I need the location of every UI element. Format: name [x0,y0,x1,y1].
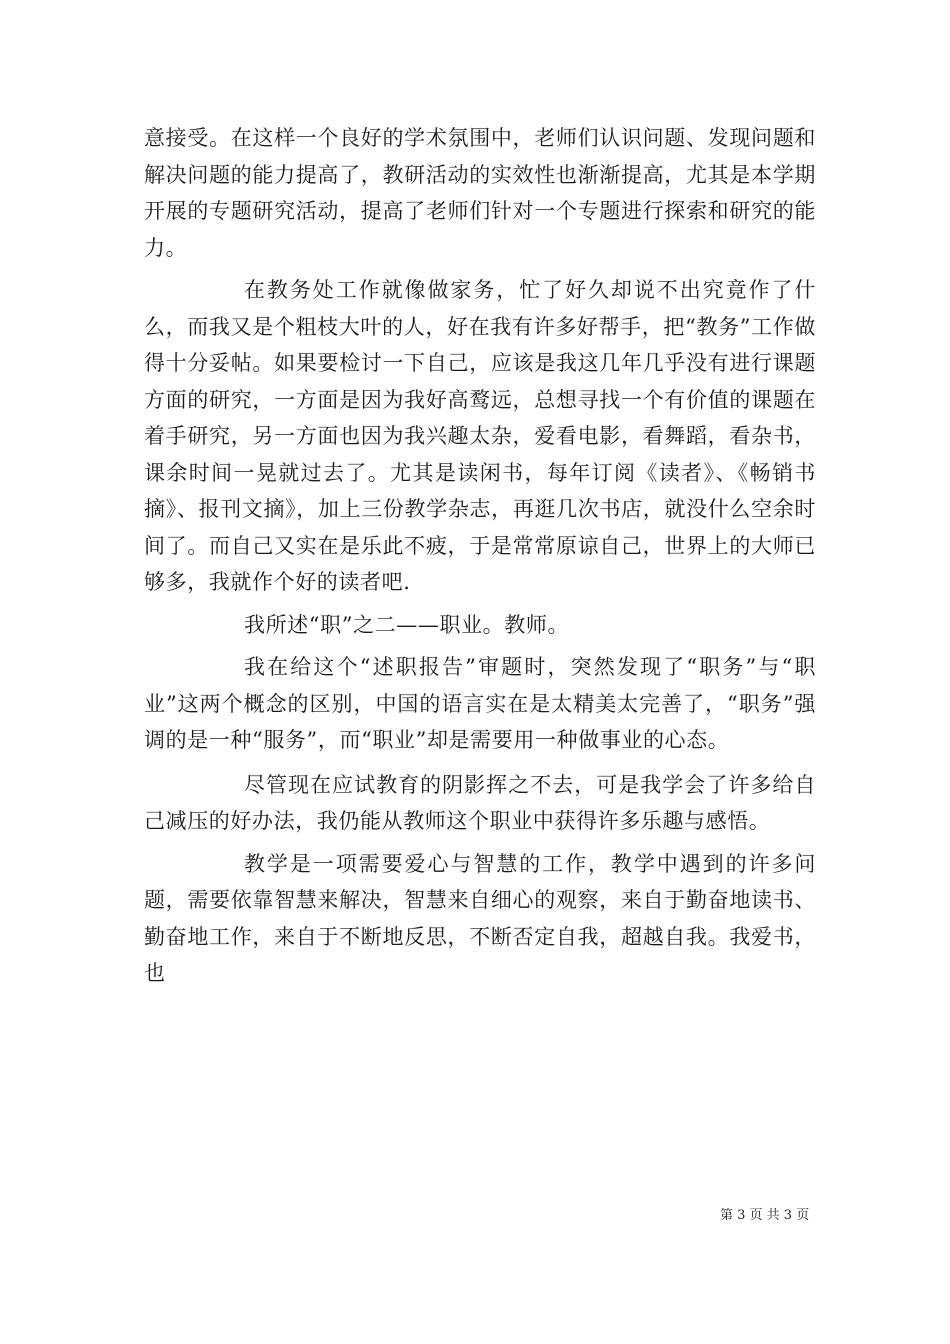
paragraph-teaching-affairs: 在教务处工作就像做家务，忙了好久却说不出究竟作了什么，而我又是个粗枝大叶的人，好在我有许多好帮手，把“教务”工作做得十分妥帖。如果要检讨一下自己，应该是我这几年几乎没有进行课题方面的研究，一方面是因为我好高鹜远，总想寻找一个有价值的课题在着手研究，另一方面也因为我兴趣太杂，爱看电影，看舞蹈，看杂书，课余时间一晃就过去了。尤其是读闲书，每年订阅《读者》、《畅销书摘》、报刊文摘》，加上三份教学杂志，再逛几次书店，就没什么空余时间了。而自己又实在是乐此不疲，于是常常原谅自己，世界上的大师已够多，我就作个好的读者吧. [144,278,816,594]
paragraph-teaching-wisdom: 教学是一项需要爱心与智慧的工作，教学中遇到的许多问题，需要依靠智慧来解决，智慧来自细心的观察，来自于勤奋地读书、勤奋地工作，来自于不断地反思，不断否定自我，超越自我。我爱书，也 [144,851,816,985]
paragraph-continuation: 意接受。在这样一个良好的学术氛围中，老师们认识问题、发现问题和解决问题的能力提高了，教研活动的实效性也渐渐提高，尤其是本学期开展的专题研究活动，提高了老师们针对一个专题进行探索和研究的能力。 [144,126,816,260]
paragraph-exam-pressure: 尽管现在应试教育的阴影挥之不去，可是我学会了许多给自己减压的好办法，我仍能从教师这个职业中获得许多乐趣与感悟。 [144,772,816,833]
document-body [144,120,816,992]
page-number: 第 3 页 共 3 页 [720,1208,810,1223]
paragraph-section-heading: 我所述“职”之二——职业。教师。 [244,612,570,637]
paragraph-duty-vs-profession: 我在给这个“述职报告”审题时，突然发现了“职务”与“职业”这两个概念的区别，中国的语言实在是太精美太完善了，“职务”强调的是一种“服务”，而“职业”却是需要用一种做事业的心态。 [144,655,816,752]
